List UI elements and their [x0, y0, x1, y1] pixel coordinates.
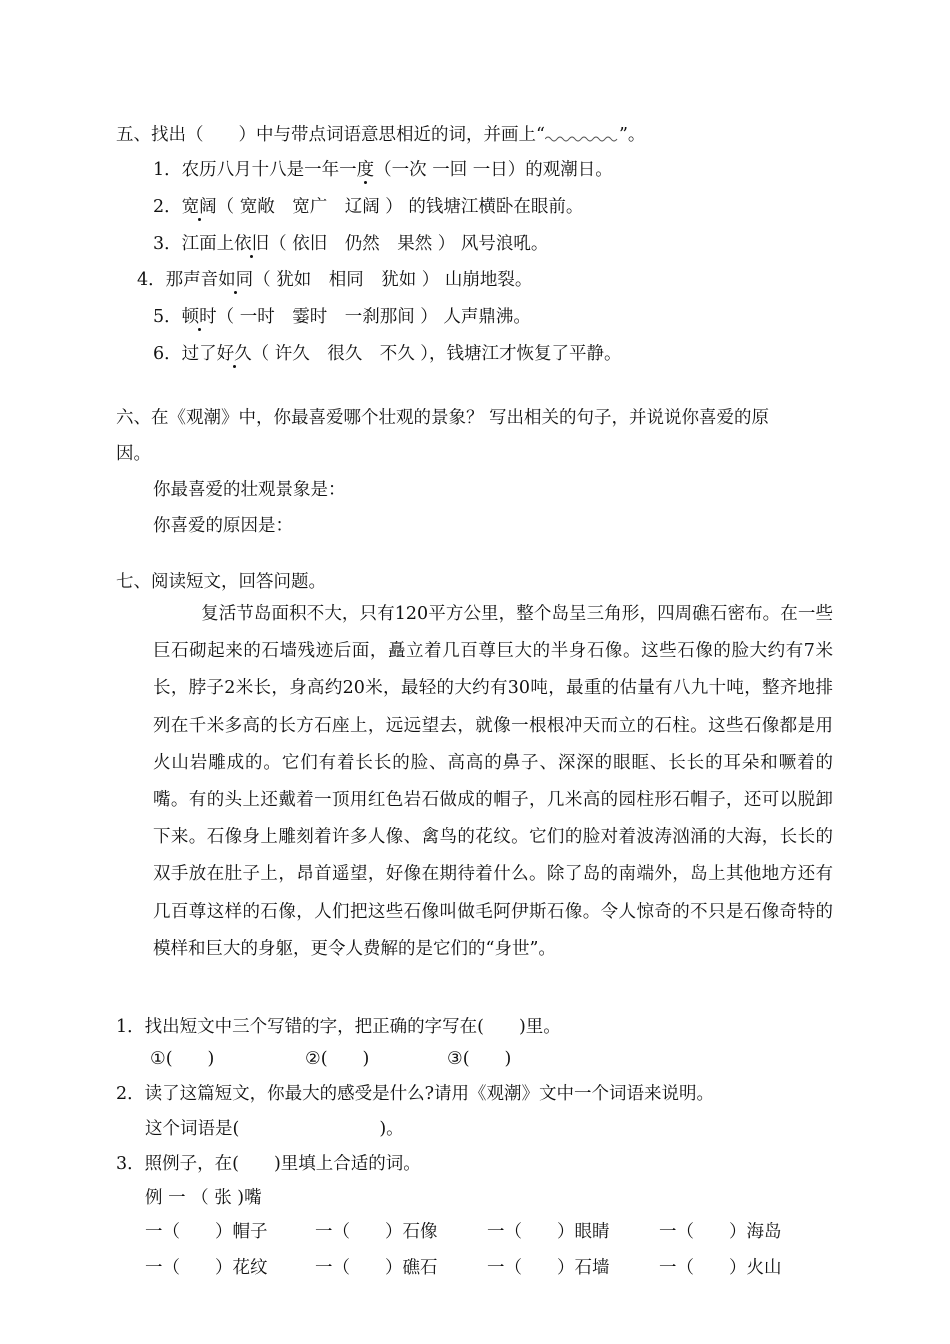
dotted-word: 依旧 — [234, 234, 270, 254]
question-3: 3．照例子，在( )里填上合适的词。 — [116, 1154, 421, 1174]
item-options: （ 许久 很久 不久 ），钱塘江才恢复了平静。 — [251, 344, 622, 364]
section5-title-text: 五、找出（ ）中与带点词语意思相近的词，并画上“ — [116, 125, 545, 145]
section5-item-3 — [153, 232, 548, 256]
section5-item-6 — [153, 342, 622, 366]
fill-item[interactable]: 一（ ）石墙 — [487, 1258, 610, 1278]
passage-text: 复活节岛面积不大，只有120平方公里，整个岛呈三角形，四周礁石密布。在一些巨石砌起来的石墙残迹后面，矗立着几百尊巨大的半身石像。这些石像的脸大约有7米长，脖子2米长，身高约20米，最轻的大约有30吨，最重的估量有八九十吨，整齐地排列在千米多高的长方石座上，远远望去，就像一根根冲天而立的石柱。这些石像都是用火山岩雕成的。它们有着长长的脸、高高的鼻子、深深的眼眶、长长的耳朵和噘着的嘴。有的头上还戴着一顶用红色岩石做成的帽子，几米高的园柱形石帽子，还可以脱卸下来。石像身上雕刻着许多人像、禽鸟的花纹。它们的脸对着波涛汹涌的大海，长长的双手放在肚子上，昂首遥望，好像在期待着什么。除了岛的南端外，岛上其他地方还有几百尊这样的石像，人们把这些石像叫做毛阿伊斯石像。令人惊奇的不只是石像奇特的模样和巨大的身躯，更令人费解的是它们的“身世”。 — [153, 604, 833, 959]
item-options: （ 宽敞 宽广 辽阔 ） 的钱塘江横卧在眼前。 — [216, 197, 584, 217]
item-options: （ 一时 霎时 一刹那间 ） 人声鼎沸。 — [216, 307, 531, 327]
fill-item[interactable]: 一（ ）花纹 — [145, 1258, 268, 1278]
fill-item[interactable]: 一（ ）火山 — [659, 1258, 782, 1278]
fill-item[interactable]: 一（ ）帽子 — [145, 1222, 268, 1242]
item-text: 3．江面上 — [153, 234, 235, 254]
item-text: 2． — [153, 197, 182, 217]
dotted-word: 如同 — [218, 270, 254, 290]
dotted-word: 宽阔 — [181, 197, 217, 217]
fill-item[interactable]: 一（ ）礁石 — [315, 1258, 438, 1278]
item-text: 1．农历八月十八是一年一 — [153, 160, 357, 180]
section6-title-cont: 因。 — [116, 444, 151, 464]
item-text: 6．过了 — [153, 344, 217, 364]
item-text: 5． — [153, 307, 182, 327]
item-options: （一次 一回 一日）的观潮日。 — [374, 160, 613, 180]
wavy-underline-icon — [545, 132, 619, 146]
answer-blank-2[interactable]: ②( ) — [305, 1049, 370, 1069]
answer-blank-1[interactable]: ①( ) — [150, 1049, 215, 1069]
section5-title-end: ”。 — [618, 125, 646, 145]
section5-title — [116, 123, 645, 147]
section6-prompt-scene: 你最喜爱的壮观景象是： — [153, 480, 346, 500]
question-1: 1．找出短文中三个写错的字，把正确的字写在( )里。 — [116, 1017, 561, 1037]
section5-item-2 — [153, 195, 583, 219]
fill-item[interactable]: 一（ ）眼睛 — [487, 1222, 610, 1242]
section5-item-1 — [153, 158, 613, 182]
item-text: 4．那声音 — [137, 270, 219, 290]
item-options: （ 犹如 相同 犹如 ） 山崩地裂。 — [253, 270, 533, 290]
question-2: 2．读了这篇短文，你最大的感受是什么?请用《观潮》文中一个词语来说明。 — [116, 1084, 715, 1104]
dotted-word: 度 — [356, 160, 375, 180]
section6-prompt-reason: 你喜爱的原因是： — [153, 516, 293, 536]
section5-item-4 — [137, 268, 532, 292]
section5-item-5 — [153, 305, 531, 329]
dotted-word: 顿时 — [181, 307, 217, 327]
question-2-answer[interactable]: 这个词语是( )。 — [145, 1119, 404, 1139]
section6-title: 六、在《观潮》中，你最喜爱哪个壮观的景象？ 写出相关的句子，并说说你喜爱的原 — [116, 408, 770, 428]
fill-item[interactable]: 一（ ）石像 — [315, 1222, 438, 1242]
section7-title: 七、阅读短文，回答问题。 — [116, 572, 326, 592]
fill-item[interactable]: 一（ ）海岛 — [659, 1222, 782, 1242]
reading-passage — [153, 596, 833, 968]
dotted-word: 好久 — [216, 344, 252, 364]
item-options: （ 依旧 仍然 果然 ） 风号浪吼。 — [269, 234, 549, 254]
answer-blank-3[interactable]: ③( ) — [447, 1049, 512, 1069]
question-3-example: 例 一 （ 张 )嘴 — [145, 1188, 262, 1208]
